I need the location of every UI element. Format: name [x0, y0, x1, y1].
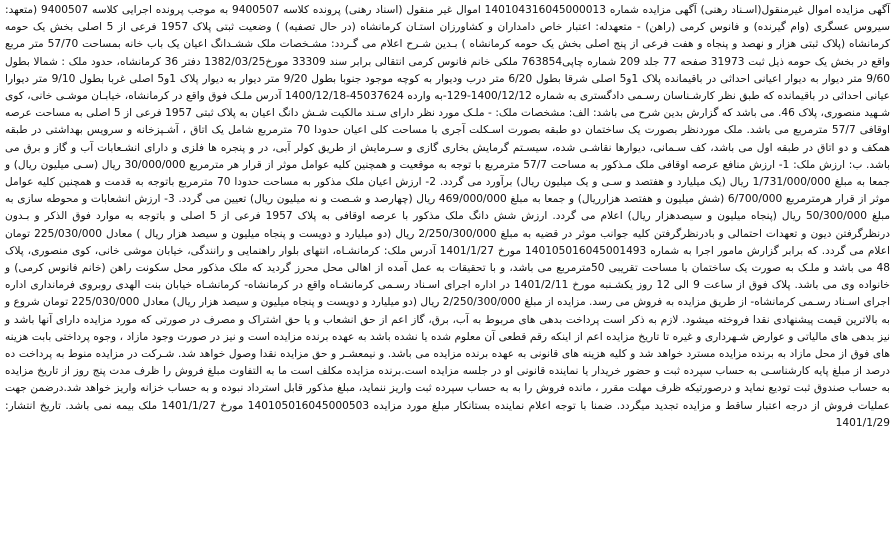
- auction-notice-text: آگهی مزایده اموال غیرمنقول(اسـناد رهنی) آگهی مزایده شماره 140104316045000013 اموال غیر منقول (اسناد رهنی) پرونده کلاسه 9400507 به موجب پرونده اجرایی کلاسه 9400507 (متعهد: سیروس عسگری (وام گیرنده) و فانوس کرمی (راهن) - متعهدله: اعتبار خاص دامداران و کشاورزان استـان کرمانشاه (در حال تصفیه) ) وضعیت ثبتی پلاک 1957 فرعی از 5 اصلی بخش یک حومه کرمانشاه (پلاک ثبتی هزار و نهصد و پنجاه و هفت فرعی از پنج اصلی بخش یک حومه کرمانشاه ) بـدین شـرح اعلام می گـردد: مشـخصات ملک ششـدانگ اعیان یک باب خانه بمساحت 57/70 متر مربع واقع در بخش یک حومه ذیل ثبت 31973 صفحه 77 جلد 209 شماره چاپی763854 ملکی خانم فانوس کرمی انتقالی برابر سند 33309 مورخ1382/03/25 دفتر 36 کرمانشاه، حدود ملک : شمالا بطول 9/60 متر دیوار به دیوار اعیانی احداثی در باقیمانده پلاک 1و5 اصلی شرقا بطول 6/20 متر درب ودیوار به کوچه موجود جنوبا بطول 9/20 متر دیوار به دیوار پلاک 1و5 اصلی غربا بطول 9/10 متر دیوارا عیانی احداثی در باقیمانده که طبق نظر کارشـناسان رسـمی دادگستری به شماره 1400/12/12-129-به وارده 45037624-1400/12/18 آدرس ملـک فوق واقع در کرمانشاه، خیابـان موشـی خانی، کوی شـهید منصوری، پلاک 46. می باشد که گزارش بدین شرح می باشد: الف: مشخصات ملک: - ملـک مورد نظر دارای سـند مالکیت شـش دانگ اعیان به پلاک ثبتی 1957 فرعی از 5 اصلی به مساحت عرصه اوقافی 57/7 مترمربع می باشد. ملک موردنظر بصورت یک ساختمان دو طبقه بصورت اسـکلت آجری با مساحت کلی اعیان حدودا 70 مترمربع شامل یک اتاق ، آشـپزخانه و سرویس بهداشتی در طبقه همکف و دو اتاق در طبقه اول می باشد، کف سـمانی، دیوارها نقاشـی شده، سیسـتم گرمایش بخاری گازی و سـرمایش از طریق کولر آبی، در و پنجره ها فلزی و دارای انشـعابات آب و گاز و برق می باشد. ب: ارزش ملک: 1- ارزش منافع عرصه اوقافی ملک مـذکور به مساحت 57/7 مترمربع با توجه به موقعیت و همچنین کلیه عوامل موثر از قرار هر مترمربع 30/000/000 ریال (سـی میلیون ریال) و جمعا به مبلغ 1/731/000/000 ریال (یک میلیارد و هفتصد و سـی و یک میلیون ریال) برآورد می گردد. 2- ارزش اعیان ملک مذکور به مساحت حدودا 70 مترمربع باتوجه به قدمت و همچنین کلیه عوامل موثر از قرار هرمترمربع 6/700/000 (شش میلیون و هفتصد هزارریال) و جمعا به مبلغ 469/000/000 ریال (چهارصد و شـصت و نه میلیون ریال) تعیین می گردد. 3- ارزش انشعابات و محوطه سازی به مبلغ 50/300/000 ریال (پنجاه میلیون و سیصدهزار ریال) اعلام می گردد. ارزش شش دانگ ملک مذکور با عرصه اوقافی به پلاک 1957 فرعی از 5 اصلی و باتوجه به موارد فوق الذکر و بـدون درنظرگرفتن دیون و تعهدات احتمالی و بادرنظرگرفتن کلیه جوانب موثر در قضیه به مبلغ 2/250/300/000 ریال (دو میلیارد و دویست و پنجاه میلیون و سیصد هزار ریال ) معادل 225/030/000 تومان اعلام می گردد. که برابر گزارش مامور اجرا به شماره 140105016045001493 مورخ 1401/1/27 آدرس ملک: کرمانشـاه، انتهای بلوار راهنمایی و رانندگی، خیابان موشی خانی، کوی منصوری، پلاک 48 می باشد و ملـک به صورت یک ساختمان با مساحت تقریبی 50مترمربع می باشد، و با تحقیقات به عمل آمده از اهالی محل محرز گردید که ملک مذکور محل سکونت راهن (خانم فانوس کرمی) و خانواده وی می باشد. پلاک فوق از ساعت 9 الی 12 روز یکشـنبه مورخ 1401/2/11 در اداره اجرای اسـناد رسـمی کرمانشـاه واقع در کرمانشاه- کرمانشـاه خیابان بنت الهدی روبروی فرمانداری اداره اجرای اسـناد رسـمی کرمانشاه- از طریق مزایده به فروش می رسد. مزایده از مبلغ 2/250/300/000 ریال (دو میلیارد و دویست و پنجاه میلیون و سیصد هزار ریال) معادل 225/030/000 تومان شروع و به بالاترین قیمت پیشنهادی نقدا فروخته میشود. لازم به ذکر است پرداخت بدهی های مربوط به آب، برق، گاز اعم از حق انشعاب و یا حق اشتراک و مصرف در صورتی که مورد مزایده دارای آنها باشد و نیز بدهی های مالیاتی و عوارض شـهرداری و غیره تا تاریخ مزایده اعم از اینکه رقم قطعی آن معلوم شده یا نشده باشد به عهده برنده مزایده است و نیز در صورت وجود مازاد ، وجوه پرداختی بابت هزینه های فوق از محل مازاد به برنده مزایده مسترد خواهد شد و کلیه هزینه های قانونی به عهده برنده مزایده می باشد. و نیمعشـر و حق مزایده نقدا وصول خواهد شد. شـرکت در مزایده منوط به پرداخت ده درصد از مبلغ پایه کارشناسـی به حساب سپرده ثبت و حضور خریدار یا نماینده قانونی او در جلسه مزایده است.برنده مزایده مکلف است ما به التفاوت مبلغ فروش را ظرف مدت پنج روز از تاریخ مزایده به حساب صندوق ثبت تودیع نماید و درصورتیکه ظرف مهلت مقرر ، مانده فروش را به به حساب سپرده ثبت واریز ننماید، مبلغ مذکور قابل استرداد نبوده و به حساب خزانه واریز خواهد شد.درضمن جهت عملیات فروش از درجه اعتبار ساقط و مزایده تجدید میگردد. ضمنا با توجه اعلام نماینده بستانکار مبلغ مورد مزایده 140105016045000503 مورخ 1401/1/27 ملک بیمه نمی باشد. تاریخ انتشار: 1401/1/29: [5, 4, 891, 429]
